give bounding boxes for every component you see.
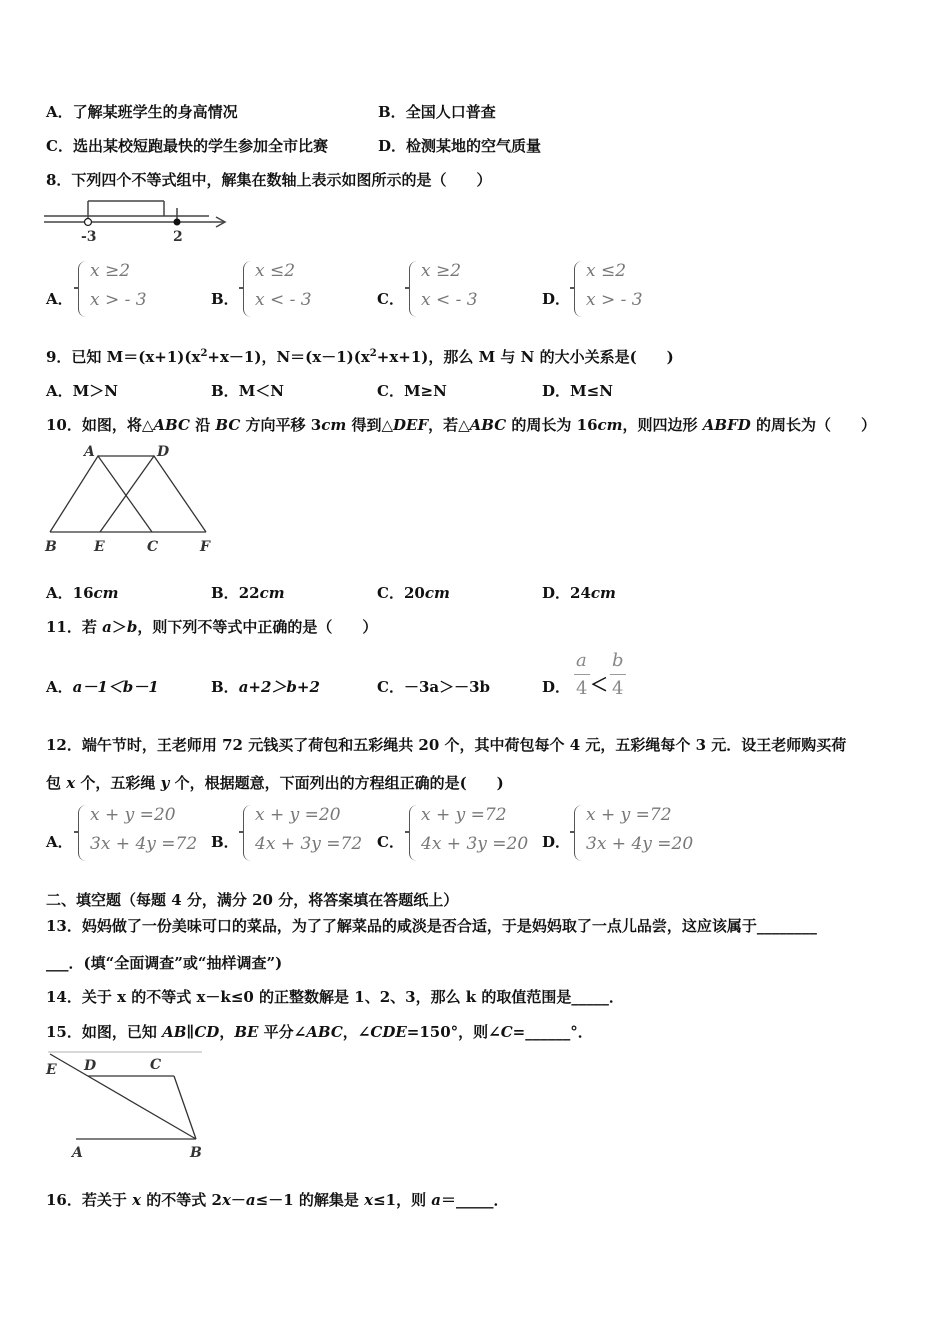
q10-option-c: C．20cm: [377, 584, 450, 602]
brace: [409, 805, 417, 861]
q7-option-b: B．全国人口普查: [378, 103, 496, 121]
q11-option-a: A．a－1＜b－1: [46, 678, 159, 696]
q15-parallel-lines-figure: [44, 1050, 209, 1162]
q10-stem: 10．如图，将△ABC 沿 BC 方向平移 3cm 得到△DEF，若△ABC 的周长为 16cm，则四边形 ABFD 的周长为（ ）: [46, 416, 876, 434]
q13-line2: ___．(填“全面调查”或“抽样调查”): [46, 954, 283, 972]
q13-line1: 13．妈妈做了一份美味可口的菜品，为了了解菜品的咸淡是否合适，于是妈妈取了一点儿品尝，这应该属于________: [46, 917, 817, 935]
q9-option-a: A．M＞N: [46, 382, 118, 400]
q11-stem: 11．若 a＞b，则下列不等式中正确的是（ ）: [46, 618, 378, 636]
q12-stem-line2: 包 x 个，五彩绳 y 个，根据题意，下面列出的方程组正确的是( ): [46, 774, 504, 792]
label-c: C: [150, 1057, 162, 1073]
q12-option-c-letter: C．: [377, 833, 404, 851]
label-a: A: [84, 444, 95, 460]
open-point: [85, 219, 92, 226]
brace: [78, 805, 86, 861]
q12-option-d-letter: D．: [542, 833, 571, 851]
q12-stem-line1: 12．端午节时，王老师用 72 元钱买了荷包和五彩绳共 20 个，其中荷包每个 4 元，五彩绳每个 3 元．设王老师购买荷: [46, 736, 847, 754]
q15-stem: 15．如图，已知 AB∥CD，BE 平分∠ABC，∠CDE=150°，则∠C=______°．: [46, 1023, 593, 1041]
q10-option-a: A．16cm: [46, 584, 119, 602]
label-b: B: [45, 539, 57, 555]
closed-point: [174, 219, 181, 226]
q12-option-a-letter: A．: [46, 833, 73, 851]
label-d: D: [84, 1058, 97, 1074]
q9-option-d: D．M≤N: [542, 382, 613, 400]
brace: [409, 261, 417, 317]
q9-option-b: B．M＜N: [211, 382, 285, 400]
q8-option-a-letter: A．: [46, 290, 73, 308]
brace: [243, 805, 251, 861]
brace: [574, 805, 582, 861]
q8-stem: 8．下列四个不等式组中，解集在数轴上表示如图所示的是（ ）: [46, 171, 492, 189]
triangle-abc: [50, 456, 152, 532]
q10-option-d: D．24cm: [542, 584, 616, 602]
q7-option-c: C．选出某校短跑最快的学生参加全市比赛: [46, 137, 328, 155]
label-f: F: [200, 539, 210, 555]
q11-option-b: B．a+2＞b+2: [211, 678, 320, 696]
label-e: E: [94, 539, 105, 555]
q7-option-d: D．检测某地的空气质量: [378, 137, 542, 155]
label-minus-3: -3: [81, 229, 97, 245]
label-a: A: [72, 1145, 83, 1161]
segment-cb: [174, 1076, 196, 1139]
triangle-def: [100, 456, 206, 532]
q14-stem: 14．关于 x 的不等式 x－k≤0 的正整数解是 1、2、3，那么 k 的取值范围是_____．: [46, 988, 624, 1006]
section-heading-fill-in: 二、填空题（每题 4 分，满分 20 分，将答案填在答题纸上）: [46, 891, 459, 909]
label-e: E: [46, 1062, 57, 1078]
q16-stem: 16．若关于 x 的不等式 2x－a≤－1 的解集是 x≤1，则 a＝_____．: [46, 1191, 509, 1209]
brace: [243, 261, 251, 317]
q8-number-line-figure: [44, 198, 234, 244]
q9-stem: 9．已知 $M=(x+1)(x^2+x-1)$，$N=(x-1)(x^2+x+1)$，那么 M 与 N 的大小关系是( ): [46, 348, 674, 366]
q10-option-b: B．22cm: [211, 584, 285, 602]
brace: [574, 261, 582, 317]
q9-option-c: C．M≥N: [377, 382, 447, 400]
label-b: B: [190, 1145, 202, 1161]
segment-eb: [50, 1054, 196, 1139]
q8-option-c-letter: C．: [377, 290, 404, 308]
brace: [78, 261, 86, 317]
q7-option-a: A．了解某班学生的身高情况: [46, 103, 238, 121]
label-d: D: [157, 444, 170, 460]
q12-option-b-letter: B．: [211, 833, 239, 851]
q11-option-d-letter: D．: [542, 678, 571, 696]
q11-option-c: C．－3a＞－3b: [377, 678, 491, 696]
label-c: C: [147, 539, 159, 555]
label-2: 2: [173, 229, 183, 245]
q11-option-d-relation: ＜: [590, 675, 608, 696]
q8-option-b-letter: B．: [211, 290, 239, 308]
q8-option-d-letter: D．: [542, 290, 571, 308]
q10-translation-figure: [44, 444, 214, 556]
